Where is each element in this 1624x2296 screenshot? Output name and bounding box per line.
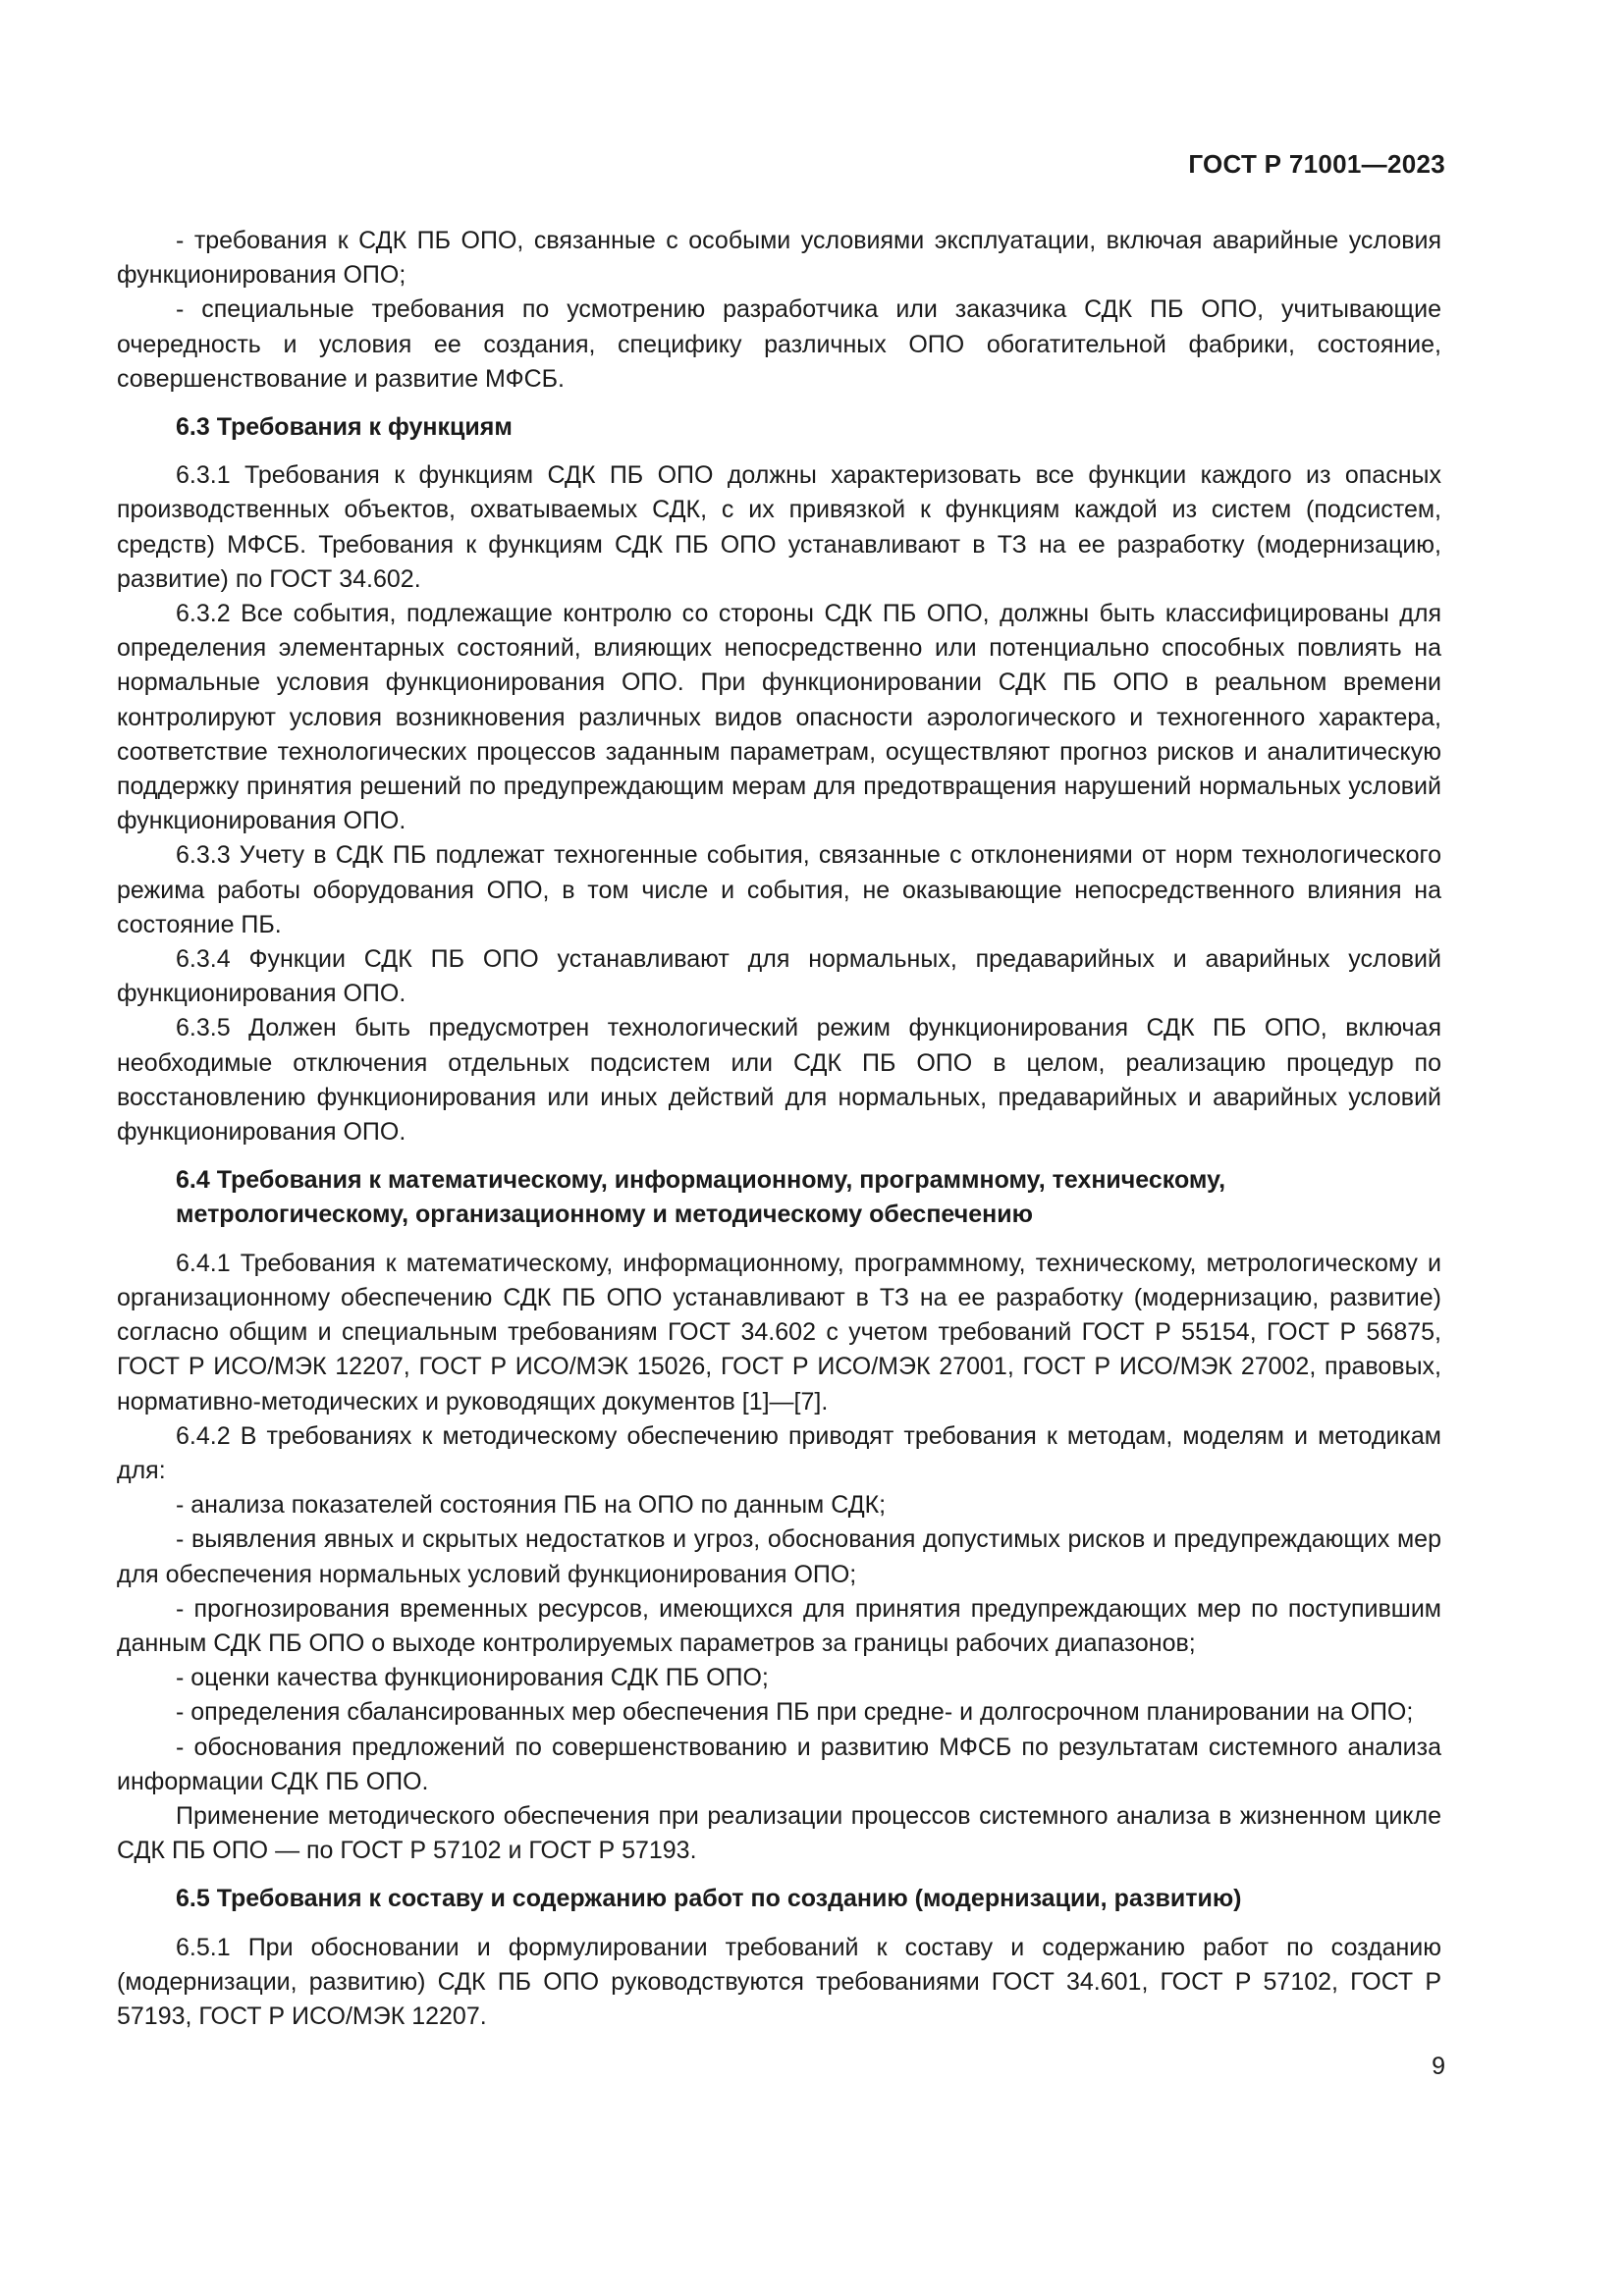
- document-body: [117, 224, 1441, 2034]
- paragraph: 6.4.1 Требования к математическому, информационному, программному, техническому, метрологическому и организационному обеспечению СДК ПБ ОПО устанавливают в ТЗ на ее разработку (модернизацию, развитие) согласно общим и специальным требованиям ГОСТ 34.602 с учетом требований ГОСТ Р 55154, ГОСТ Р 56875, ГОСТ Р ИСО/МЭК 12207, ГОСТ Р ИСО/МЭК 15026, ГОСТ Р ИСО/МЭК 27001, ГОСТ Р ИСО/МЭК 27002, правовых, нормативно-методических и руководящих документов [1]—[7].: [117, 1249, 1441, 1415]
- paragraph: 6.3.1 Требования к функциям СДК ПБ ОПО должны характеризовать все функции каждого из опасных производственных объектов, охватываемых СДК, с их привязкой к функциям каждой из систем (подсистем, средств) МФСБ. Требования к функциям СДК ПБ ОПО устанавливают в ТЗ на ее разработку (модернизацию, развитие) по ГОСТ 34.602.: [117, 461, 1441, 593]
- list-item: - обоснования предложений по совершенствованию и развитию МФСБ по результатам системного анализа информации СДК ПБ ОПО.: [117, 1733, 1441, 1795]
- paragraph: 6.3.3 Учету в СДК ПБ подлежат техногенные события, связанные с отклонениями от норм технологического режима работы оборудования ОПО, в том числе и события, не оказывающие непосредственного влияния на состояние ПБ.: [117, 841, 1441, 938]
- document-header-id: ГОСТ Р 71001—2023: [1188, 149, 1445, 179]
- paragraph: - специальные требования по усмотрению разработчика или заказчика СДК ПБ ОПО, учитывающие очередность и условия ее создания, специфику различных ОПО обогатительной фабрики, состояние, совершенствование и развитие МФСБ.: [117, 295, 1441, 393]
- paragraph: - требования к СДК ПБ ОПО, связанные с особыми условиями эксплуатации, включая аварийные условия функционирования ОПО;: [117, 227, 1441, 290]
- paragraph: 6.5.1 При обосновании и формулировании требований к составу и содержанию работ по созданию (модернизации, развитию) СДК ПБ ОПО руководствуются требованиями ГОСТ 34.601, ГОСТ Р 57102, ГОСТ Р 57193, ГОСТ Р ИСО/МЭК 12207.: [117, 1933, 1441, 2030]
- list-item: - прогнозирования временных ресурсов, имеющихся для принятия предупреждающих мер по поступившим данным СДК ПБ ОПО о выходе контролируемых параметров за границы рабочих диапазонов;: [117, 1594, 1441, 1657]
- section-heading-6-4: 6.4 Требования к математическому, информационному, программному, техническому, метрологическому, организационному и методическому обеспечению: [176, 1166, 1226, 1229]
- list-item: - анализа показателей состояния ПБ на ОПО по данным СДК;: [176, 1491, 887, 1520]
- paragraph: Применение методического обеспечения при реализации процессов системного анализа в жизненном цикле СДК ПБ ОПО — по ГОСТ Р 57102 и ГОСТ Р 57193.: [117, 1801, 1441, 1865]
- paragraph: 6.3.2 Все события, подлежащие контролю со стороны СДК ПБ ОПО, должны быть классифицированы для определения элементарных состояний, влияющих непосредственно или потенциально способных повлиять на нормальные условия функционирования ОПО. При функционировании СДК ПБ ОПО в реальном времени контролируют условия возникновения различных видов опасности аэрологического и техногенного характера, соответствие технологических процессов заданным параметрам, осуществляют прогноз рисков и аналитическую поддержку принятия решений по предупреждающим мерам для предотвращения нарушений нормальных условий функционирования ОПО.: [117, 600, 1441, 835]
- section-heading-6-3: 6.3 Требования к функциям: [176, 413, 513, 442]
- list-item: - оценки качества функционирования СДК ПБ ОПО;: [176, 1664, 769, 1692]
- page-number: 9: [1432, 2053, 1445, 2080]
- list-item: - определения сбалансированных мер обеспечения ПБ при средне- и долгосрочном планировании на ОПО;: [176, 1698, 1414, 1727]
- section-heading-6-5: 6.5 Требования к составу и содержанию работ по созданию (модернизации, развитию): [176, 1885, 1242, 1913]
- paragraph: 6.3.5 Должен быть предусмотрен технологический режим функционирования СДК ПБ ОПО, включая необходимые отключения отдельных подсистем или СДК ПБ ОПО в целом, реализацию процедур по восстановлению функционирования или иных действий для нормальных, предаварийных и аварийных условий функционирования ОПО.: [117, 1014, 1441, 1147]
- list-item: - выявления явных и скрытых недостатков и угроз, обоснования допустимых рисков и предупреждающих мер для обеспечения нормальных условий функционирования ОПО;: [117, 1525, 1441, 1588]
- paragraph: 6.3.4 Функции СДК ПБ ОПО устанавливают для нормальных, предаварийных и аварийных условий функционирования ОПО.: [117, 945, 1441, 1008]
- paragraph: 6.4.2 В требованиях к методическому обеспечению приводят требования к методам, моделям и методикам для:: [117, 1421, 1441, 1484]
